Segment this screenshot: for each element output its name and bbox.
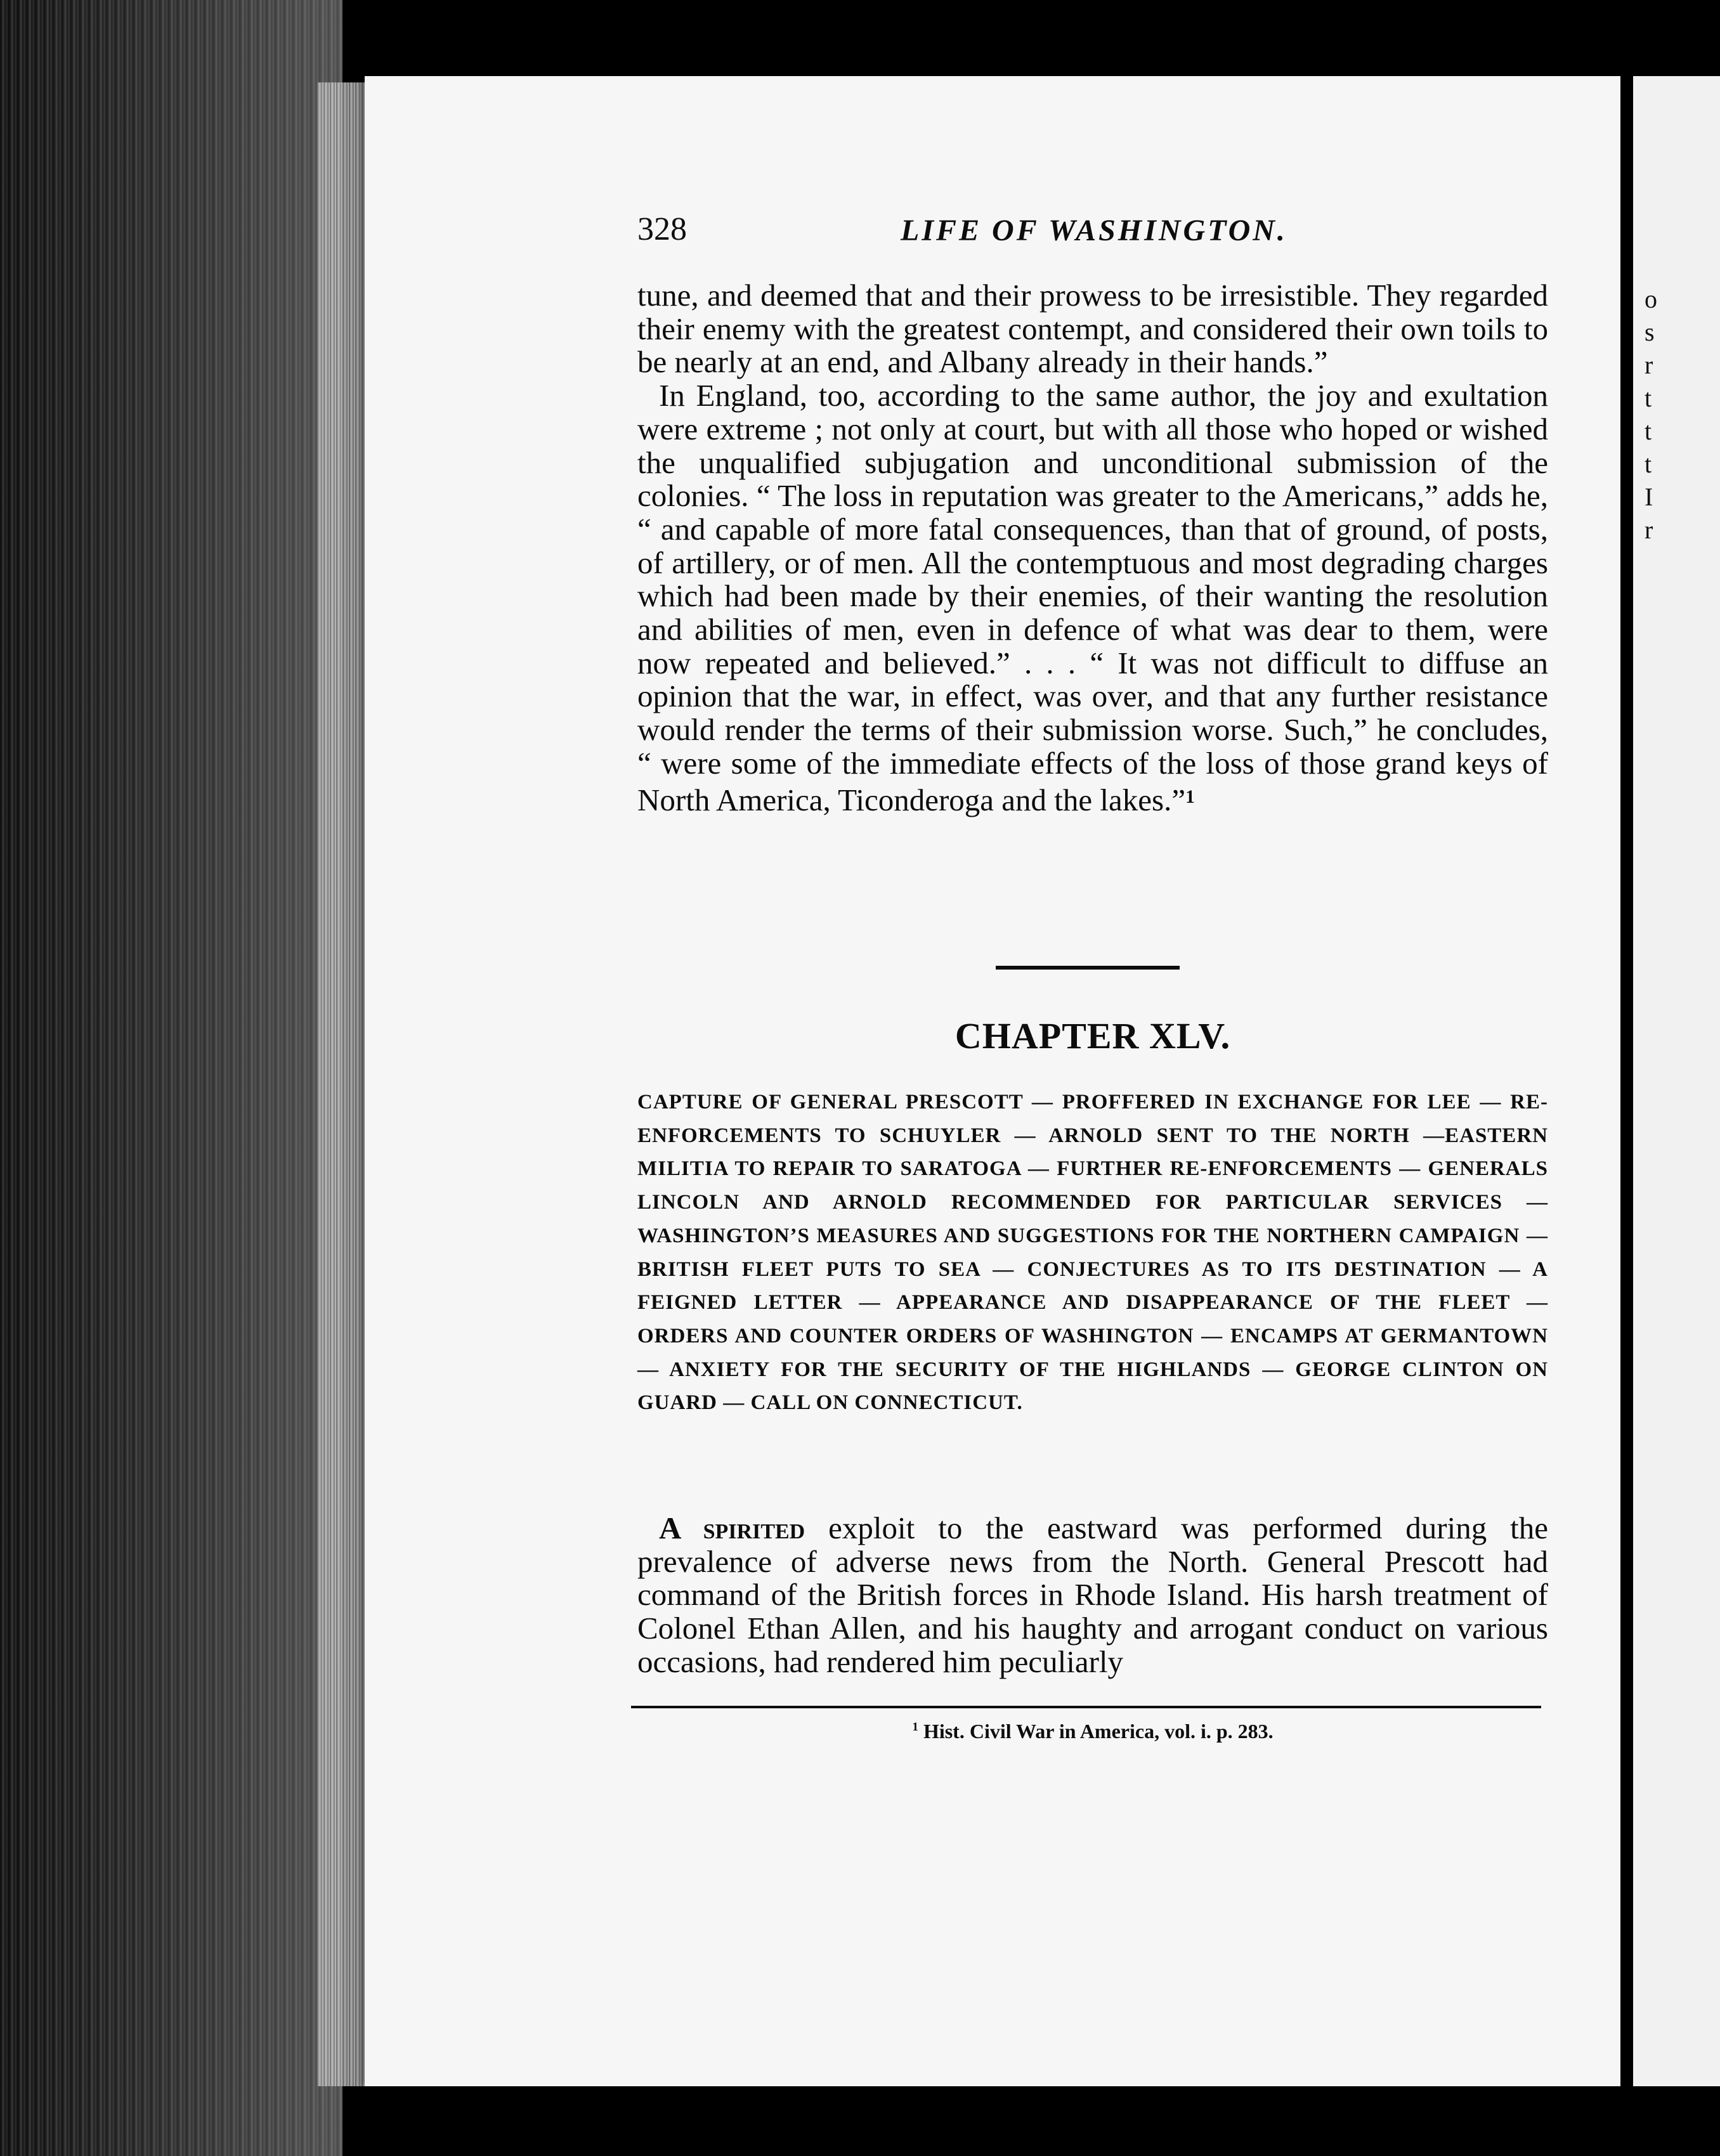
paragraph xyxy=(637,1512,1548,1679)
footnote-text: Hist. Civil War in America, vol. i. p. 283. xyxy=(923,1720,1274,1743)
book-edge xyxy=(0,0,342,2156)
next-page-letter: I xyxy=(1645,483,1653,511)
footnote-marker: 1 xyxy=(1185,786,1195,807)
chapter-title: CHAPTER XLV. xyxy=(954,1015,1231,1056)
paragraph-text: In England, too, according to the same author, the joy and exultation were extreme ; not only at court, but with all those who hoped or wished the unqualified subjugation and unconditional submission of the colonies. “ The loss in reputation was greater to the Americans,” adds he, “ and capable of more fatal consequences, than that of ground, of posts, of artillery, or of men. All the contemptuous and most degrading charges which had been made by their enemies, of their wanting the resolution and abilities of men, even in defence of what was dear to them, were now repeated and believed.” . . . “ It was not difficult to diffuse an opinion that the war, in effect, was over, and that any further resistance would render the terms of their submission worse. Such,” he concludes, “ were some of the immediate effects of the loss of those grand keys of North America, Ticonderoga and the lakes.” xyxy=(637,378,1548,817)
next-page-letter: s xyxy=(1645,318,1655,346)
body-text-top xyxy=(637,279,1548,817)
next-page-letter: t xyxy=(1645,384,1652,412)
paragraph-text: exploit to the eastward was performed during the prevalence of adverse news from the North. General Prescott had command of the British forces in Rhode Island. His harsh treatment of Colonel Ethan Allen, and his haughty and arrogant conduct on various occasions, had rendered him peculiarly xyxy=(637,1510,1548,1679)
next-page-letter: r xyxy=(1645,516,1653,544)
next-page-letter: t xyxy=(1645,417,1652,445)
page-stack-edge xyxy=(317,82,368,2086)
paragraph-lead: A spirited xyxy=(659,1510,805,1545)
next-page-letter: t xyxy=(1645,450,1652,478)
page-header xyxy=(637,211,1297,249)
body-text-bottom xyxy=(637,1512,1548,1679)
footnote xyxy=(637,1720,1548,1743)
footnote-number: 1 xyxy=(912,1720,918,1734)
chapter-summary: CAPTURE OF GENERAL PRESCOTT — PROFFERED IN EXCHANGE FOR LEE — RE-ENFORCEMENTS TO SCHUYLER — ARNOLD SENT TO THE NORTH —EASTERN MILITIA TO REPAIR TO SARATOGA — FURTHER RE-ENFORCEMENTS — GENERALS LINCOLN AND ARNOLD RECOMMENDED FOR PARTICULAR SERVICES — WASHINGTON’S MEASURES AND SUGGESTIONS FOR THE NORTHERN CAMPAIGN — BRITISH FLEET PUTS TO SEA — CONJECTURES AS TO ITS DESTINATION — A FEIGNED LETTER — APPEARANCE AND DISAPPEARANCE OF THE FLEET — ORDERS AND COUNTER ORDERS OF WASHINGTON — ENCAMPS AT GERMANTOWN — ANXIETY FOR THE SECURITY OF THE HIGHLANDS — GEORGE CLINTON ON GUARD — CALL ON CONNECTICUT. xyxy=(637,1091,1548,1415)
next-page-letter: r xyxy=(1645,351,1653,379)
footnote-divider xyxy=(631,1706,1541,1708)
running-title: LIFE OF WASHINGTON. xyxy=(901,214,1287,247)
next-page-fragment xyxy=(1633,76,1720,2086)
paragraph xyxy=(637,379,1548,817)
page-number: 328 xyxy=(637,211,687,247)
section-divider xyxy=(996,966,1180,970)
next-page-letter: o xyxy=(1645,285,1657,313)
paragraph: tune, and deemed that and their prowess to be irresistible. They regarded their enemy with the greatest contempt, and considered their own toils to be nearly at an end, and Albany already in their hands.” xyxy=(637,278,1548,380)
